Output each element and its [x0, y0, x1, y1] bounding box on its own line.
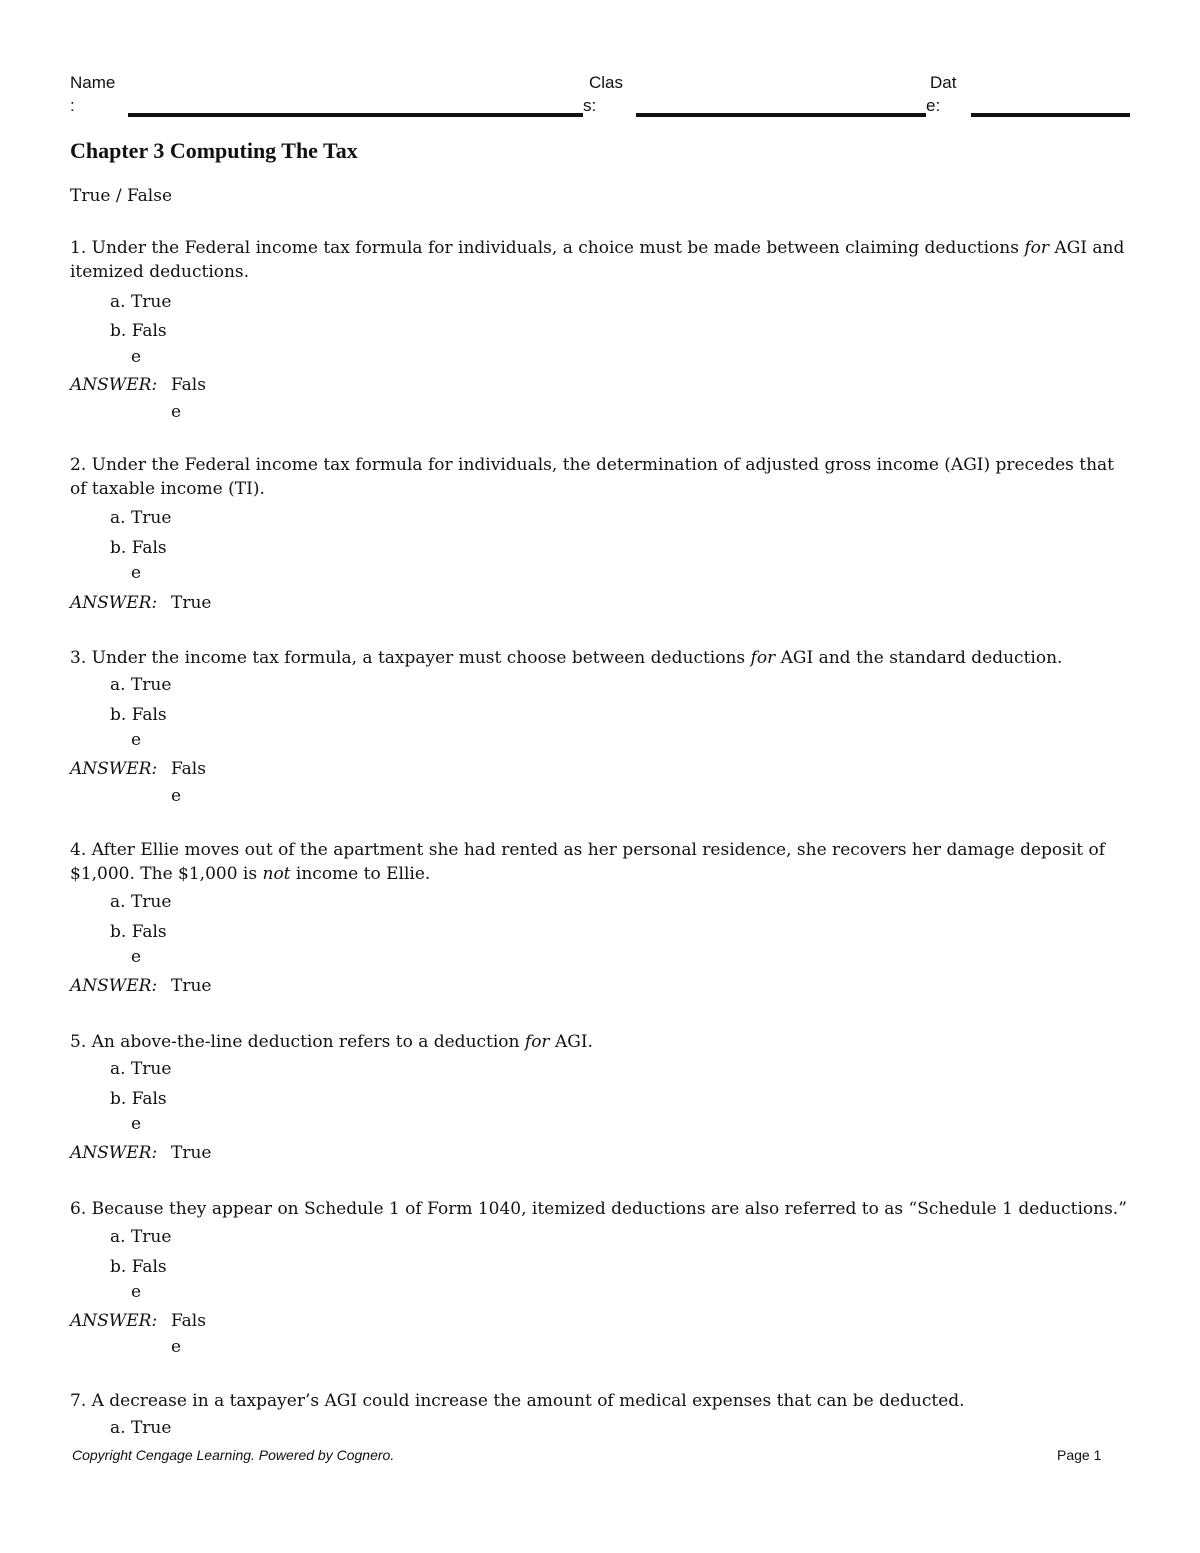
name-label: Name	[70, 73, 116, 92]
date-field-line[interactable]	[971, 113, 1130, 117]
question-5-option-b-wrap: e	[131, 1114, 142, 1134]
name-field-line[interactable]	[128, 113, 583, 117]
question-4-text: 4. After Ellie moves out of the apartment she had rented as her personal residence, she recovers her damage deposit of $1,000. The $1,000 is not income to Ellie.	[70, 840, 1106, 884]
question-6-option-a[interactable]: a. True	[110, 1227, 172, 1247]
question-5-answer-label: ANSWER:	[70, 1143, 158, 1163]
question-1-option-b-wrap: e	[131, 347, 142, 367]
question-2-answer-label: ANSWER:	[70, 593, 158, 613]
question-2-text: 2. Under the Federal income tax formula for individuals, the determination of adjusted gross income (AGI) precedes that of taxable income (TI).	[70, 455, 1115, 499]
question-4-answer: True	[171, 976, 212, 996]
footer-page-number: Page 1	[1057, 1447, 1102, 1463]
section-heading: True / False	[70, 186, 173, 206]
question-4-option-b-wrap: e	[131, 947, 142, 967]
question-5-option-a[interactable]: a. True	[110, 1059, 172, 1079]
question-1-option-b[interactable]: b. Fals	[110, 321, 167, 341]
question-3-text: 3. Under the income tax formula, a taxpayer must choose between deductions for AGI and the standard deduction.	[70, 648, 1063, 668]
question-6-answer: Fals	[171, 1311, 206, 1331]
question-6-option-b[interactable]: b. Fals	[110, 1257, 167, 1277]
question-2-answer: True	[171, 593, 212, 613]
footer-copyright: Copyright Cengage Learning. Powered by Cognero.	[72, 1447, 395, 1463]
question-6-answer-wrap: e	[171, 1337, 182, 1357]
question-5-answer: True	[171, 1143, 212, 1163]
name-colon: :	[70, 96, 75, 115]
class-field-line[interactable]	[636, 113, 926, 117]
class-colon: s:	[583, 96, 597, 115]
question-1-option-a[interactable]: a. True	[110, 292, 172, 312]
question-7-text: 7. A decrease in a taxpayer’s AGI could increase the amount of medical expenses that can be deducted.	[70, 1391, 965, 1411]
question-1-text: 1. Under the Federal income tax formula for individuals, a choice must be made between claiming deductions for AGI and itemized deductions.	[70, 238, 1125, 282]
question-2-option-a[interactable]: a. True	[110, 508, 172, 528]
question-1-answer-wrap: e	[171, 402, 182, 422]
question-5-option-b[interactable]: b. Fals	[110, 1089, 167, 1109]
question-6-option-b-wrap: e	[131, 1282, 142, 1302]
question-3-option-b-wrap: e	[131, 730, 142, 750]
question-3-answer-label: ANSWER:	[70, 759, 158, 779]
question-4-answer-label: ANSWER:	[70, 976, 158, 996]
page-title: Chapter 3 Computing The Tax	[70, 138, 358, 163]
question-2-option-b-wrap: e	[131, 563, 142, 583]
question-1-answer: Fals	[171, 375, 206, 395]
question-1-answer-label: ANSWER:	[70, 375, 158, 395]
question-5-text: 5. An above-the-line deduction refers to a deduction for AGI.	[70, 1032, 593, 1052]
question-6-answer-label: ANSWER:	[70, 1311, 158, 1331]
class-label: Clas	[589, 73, 624, 92]
date-colon: e:	[926, 96, 941, 115]
question-2-option-b[interactable]: b. Fals	[110, 538, 167, 558]
question-3-option-b[interactable]: b. Fals	[110, 705, 167, 725]
question-7-option-a[interactable]: a. True	[110, 1418, 172, 1438]
question-3-option-a[interactable]: a. True	[110, 675, 172, 695]
question-4-option-b[interactable]: b. Fals	[110, 922, 167, 942]
question-6-text: 6. Because they appear on Schedule 1 of Form 1040, itemized deductions are also referred to as “Schedule 1 deductions.”	[70, 1199, 1127, 1219]
question-3-answer-wrap: e	[171, 786, 182, 806]
question-4-option-a[interactable]: a. True	[110, 892, 172, 912]
date-label: Dat	[930, 73, 957, 92]
question-3-answer: Fals	[171, 759, 206, 779]
